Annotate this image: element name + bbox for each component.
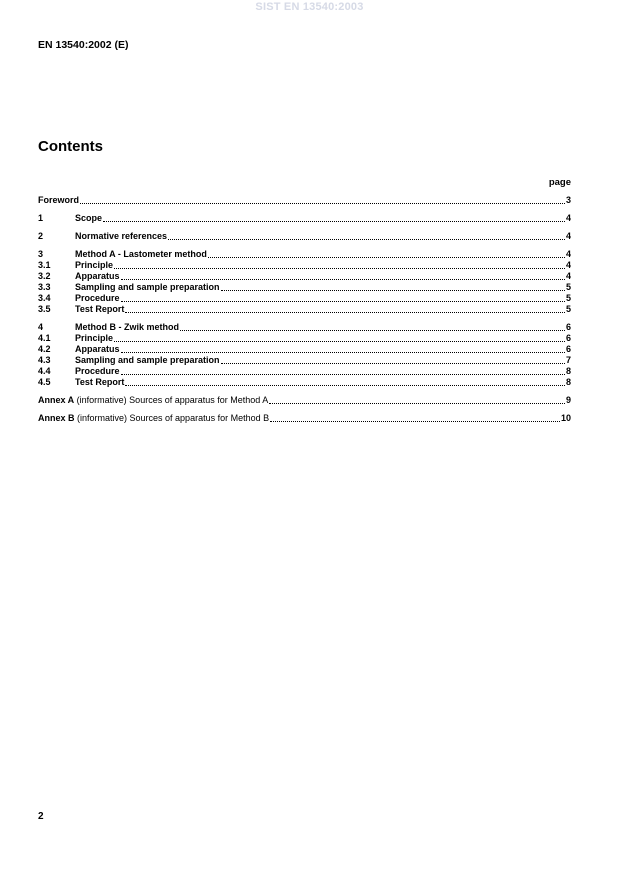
- toc-entry-page: 6: [565, 322, 571, 332]
- toc-entry-title-bold: Sampling and sample preparation: [75, 282, 220, 292]
- toc-entry[interactable]: [38, 231, 571, 242]
- toc-entry-number: 3.5: [38, 304, 51, 314]
- toc-entry-page: 4: [565, 213, 571, 223]
- toc-entry-number: 3.1: [38, 260, 51, 270]
- toc-dot-leader: [114, 333, 565, 342]
- toc-entry-number: 3: [38, 249, 44, 259]
- toc-dot-leader: [121, 271, 565, 280]
- toc-entry-title: [75, 231, 167, 242]
- toc-dot-leader: [121, 366, 565, 375]
- toc-entry[interactable]: [38, 355, 571, 366]
- toc-entry-title-bold: Apparatus: [75, 344, 120, 354]
- toc-entry-page: 6: [565, 344, 571, 354]
- toc-entry-page: 5: [565, 282, 571, 292]
- page-column-label: page: [548, 177, 571, 188]
- toc-entry-title-bold: Apparatus: [75, 271, 120, 281]
- toc-entry-title: [75, 304, 124, 315]
- toc-entry-title: [38, 195, 79, 206]
- toc-entry[interactable]: [38, 366, 571, 377]
- toc-entry-title-bold: Principle: [75, 260, 114, 270]
- toc-dot-leader: [269, 395, 565, 404]
- toc-entry-page: 8: [565, 366, 571, 376]
- toc-entry-page: 3: [565, 195, 571, 205]
- toc-entry-title: [75, 271, 120, 282]
- toc-entry[interactable]: [38, 293, 571, 304]
- toc-entry-title-bold: Procedure: [75, 366, 120, 376]
- toc-dot-leader: [121, 293, 565, 302]
- toc-dot-leader: [103, 213, 565, 222]
- toc-entry-title-bold: Annex B: [38, 413, 75, 423]
- toc-dot-leader: [121, 344, 565, 353]
- toc-dot-leader: [180, 322, 565, 331]
- toc-entry-page: 4: [565, 271, 571, 281]
- page-number: 2: [38, 811, 44, 822]
- toc-entry[interactable]: [38, 249, 571, 260]
- toc-entry-number: 3.3: [38, 282, 51, 292]
- toc-entry-title: [75, 322, 179, 333]
- toc-entry-number: 2: [38, 231, 44, 241]
- toc-entry-title: [75, 377, 124, 388]
- toc-entry-number: 4.4: [38, 366, 51, 376]
- toc-entry[interactable]: [38, 344, 571, 355]
- toc-entry-title-normal: (informative) Sources of apparatus for Method B: [74, 413, 270, 423]
- toc-entry-title-bold: Annex A: [38, 395, 75, 405]
- toc-entry-number: 4.5: [38, 377, 51, 387]
- toc-entry-page: 4: [565, 260, 571, 270]
- contents-heading: Contents: [38, 138, 103, 155]
- toc-entry-number: 4.1: [38, 333, 51, 343]
- toc-entry-title-bold: Method B - Zwik method: [75, 322, 179, 332]
- toc-entry[interactable]: [38, 213, 571, 224]
- toc-dot-leader: [168, 231, 565, 240]
- toc-entry-number: 4: [38, 322, 44, 332]
- toc-entry-number: 4.2: [38, 344, 51, 354]
- toc-entry-page: 4: [565, 231, 571, 241]
- toc-entry-title-bold: Method A - Lastometer method: [75, 249, 207, 259]
- toc-entry-title-bold: Foreword: [38, 195, 80, 205]
- toc-dot-leader: [114, 260, 565, 269]
- toc-dot-leader: [125, 304, 565, 313]
- toc-entry-page: 5: [565, 293, 571, 303]
- toc-entry[interactable]: [38, 395, 571, 406]
- watermark-text: SIST EN 13540:2003: [255, 1, 364, 13]
- toc-entry[interactable]: [38, 322, 571, 333]
- toc-entry[interactable]: [38, 413, 571, 424]
- toc-dot-leader: [208, 249, 565, 258]
- toc-entry-title: [75, 249, 207, 260]
- toc-entry-number: 3.2: [38, 271, 51, 281]
- toc-dot-leader: [270, 413, 560, 422]
- toc-entry[interactable]: [38, 195, 571, 206]
- toc-entry-title-bold: Procedure: [75, 293, 120, 303]
- toc-entry-title-bold: Sampling and sample preparation: [75, 355, 220, 365]
- toc-entry-title: [38, 395, 268, 406]
- toc-entry[interactable]: [38, 282, 571, 293]
- toc-dot-leader: [221, 282, 565, 291]
- toc-dot-leader: [125, 377, 565, 386]
- toc-entry[interactable]: [38, 271, 571, 282]
- toc-entry-number: 3.4: [38, 293, 51, 303]
- toc-entry-page: 5: [565, 304, 571, 314]
- toc-entry[interactable]: [38, 377, 571, 388]
- toc-entry-page: 8: [565, 377, 571, 387]
- toc-entry-title-bold: Test Report: [75, 377, 125, 387]
- toc-entry[interactable]: [38, 260, 571, 271]
- toc-entry-title: [75, 333, 113, 344]
- toc-entry-title: [75, 366, 120, 377]
- toc-entry-title: [75, 282, 220, 293]
- toc-entry-title-bold: Test Report: [75, 304, 125, 314]
- table-of-contents: [38, 195, 571, 424]
- toc-entry-title-bold: Normative references: [75, 231, 168, 241]
- toc-entry-title: [75, 344, 120, 355]
- toc-dot-leader: [221, 355, 565, 364]
- toc-entry-page: 7: [565, 355, 571, 365]
- toc-entry-page: 10: [560, 413, 571, 423]
- document-id: EN 13540:2002 (E): [38, 39, 129, 51]
- toc-entry-title: [38, 413, 269, 424]
- toc-entry-page: 4: [565, 249, 571, 259]
- toc-entry-title: [75, 293, 120, 304]
- toc-entry[interactable]: [38, 333, 571, 344]
- toc-entry-title-bold: Principle: [75, 333, 114, 343]
- toc-entry-title: [75, 260, 113, 271]
- toc-entry-title: [75, 355, 220, 366]
- toc-entry-page: 9: [565, 395, 571, 405]
- toc-dot-leader: [80, 195, 565, 204]
- toc-entry[interactable]: [38, 304, 571, 315]
- toc-entry-title-normal: (informative) Sources of apparatus for Method A: [74, 395, 269, 405]
- toc-entry-number: 4.3: [38, 355, 51, 365]
- toc-entry-page: 6: [565, 333, 571, 343]
- toc-entry-title: [75, 213, 102, 224]
- toc-entry-number: 1: [38, 213, 44, 223]
- toc-entry-title-bold: Scope: [75, 213, 103, 223]
